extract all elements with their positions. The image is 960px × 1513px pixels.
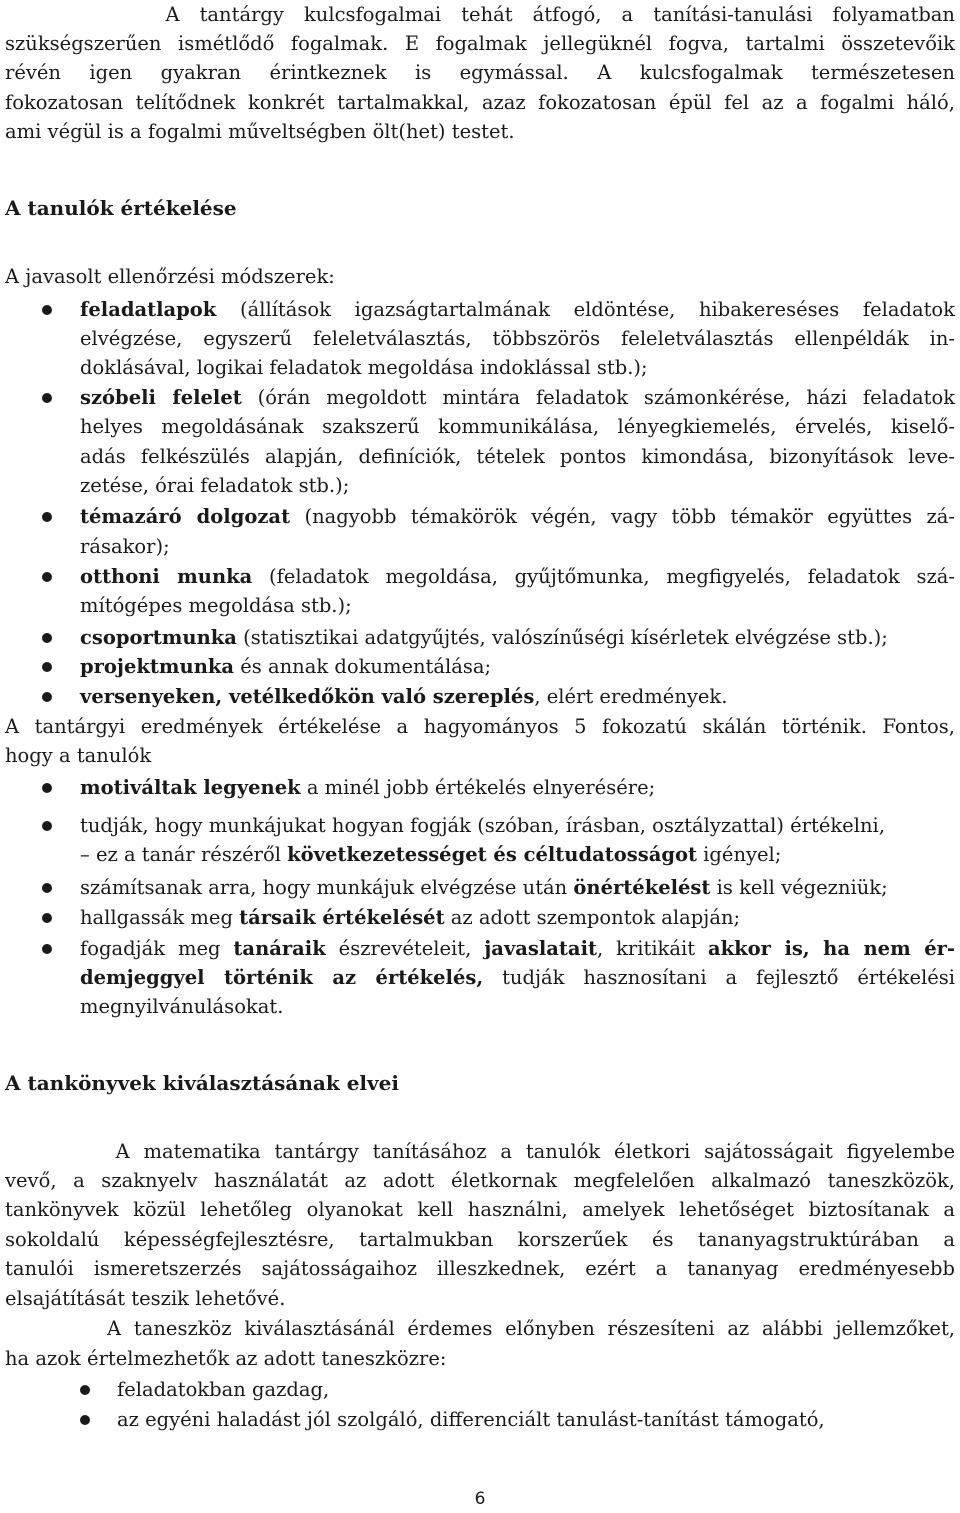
paragraph-line: vevő, a szaknyelv használatát az adott életkornak megfelelően alkalmazó taneszközök,: [5, 1169, 955, 1192]
paragraph-line: révén igen gyakran érintkeznek is egymással. A kulcsfogalmak természetesen: [5, 61, 955, 84]
list-item: számítsanak arra, hogy munkájuk elvégzése után önértékelést is kell végezniük;: [80, 876, 888, 899]
paragraph-line: A tantárgy kulcsfogalmai tehát átfogó, a tanítási-tanulási folyamatban: [5, 3, 955, 26]
list-item: motiváltak legyenek a minél jobb értékelés elnyerésére;: [80, 776, 656, 799]
list-item: témazáró dolgozat (nagyobb témakörök végén, vagy több témakör együttes zá-: [80, 505, 955, 528]
list-item: szóbeli felelet (órán megoldott mintára feladatok számonkérése, házi feladatok: [80, 386, 956, 409]
bullet-icon: [42, 393, 52, 403]
paragraph-line: fokozatosan telítődnek konkrét tartalmakkal, azaz fokozatosan épül fel az a fogalmi háló,: [5, 91, 955, 114]
methods-intro: A javasolt ellenőrzési módszerek:: [5, 265, 335, 288]
paragraph-line: szükségszerűen ismétlődő fogalmak. E fogalmak jellegüknél fogva, tartalmi összetevőik: [5, 32, 955, 55]
list-item: projektmunka és annak dokumentálása;: [80, 655, 492, 678]
list-item-line: mítógépes megoldása stb.);: [80, 594, 352, 617]
list-item: az egyéni haladást jól szolgáló, differenciált tanulást-tanítást támogató,: [117, 1408, 825, 1431]
list-item: feladatlapok (állítások igazságtartalmának eldöntése, hibakereséses feladatok: [80, 298, 955, 321]
paragraph-line: sokoldalú képességfejlesztésre, tartalmukban korszerűek és tananyagstruktúrában a: [5, 1228, 955, 1251]
bullet-icon: [42, 944, 52, 954]
list-item-line: – ez a tanár részéről következetességet és céltudatosságot igényel;: [80, 843, 782, 866]
list-item-line: rásakor);: [80, 535, 170, 558]
bullet-icon: [42, 821, 52, 831]
section-heading: A tanulók értékelése: [5, 196, 237, 220]
list-item: versenyeken, vetélkedőkön való szereplés, elért eredmények.: [80, 685, 728, 708]
paragraph-line: ha azok értelmezhetők az adott taneszközre:: [5, 1347, 447, 1370]
paragraph-line: elsajátítását teszik lehetővé.: [5, 1287, 286, 1310]
bullet-icon: [42, 883, 52, 893]
bullet-icon: [42, 783, 52, 793]
list-item-line: elvégzése, egyszerű feleletválasztás, többszörös feleletválasztás ellenpéldák in-: [80, 327, 955, 350]
list-item: csoportmunka (statisztikai adatgyűjtés, valószínűségi kísérletek elvégzése stb.);: [80, 626, 888, 649]
list-item-line: doklásával, logikai feladatok megoldása indoklással stb.);: [80, 356, 648, 379]
list-item: fogadják meg tanáraik észrevételeit, javaslatait, kritikáit akkor is, ha nem ér-: [80, 937, 956, 960]
paragraph-line: A tantárgyi eredmények értékelése a hagyományos 5 fokozatú skálán történik. Fontos,: [5, 715, 955, 738]
list-item: hallgassák meg társaik értékelését az adott szempontok alapján;: [80, 906, 741, 929]
bullet-icon: [42, 512, 52, 522]
list-item-line: helyes megoldásának szakszerű kommunikálása, lényegkiemelés, érvelés, kiselő-: [80, 415, 955, 438]
list-item: tudják, hogy munkájukat hogyan fogják (szóban, írásban, osztályzattal) értékelni,: [80, 814, 885, 837]
bullet-icon: [42, 913, 52, 923]
paragraph-line: tanulói ismeretszerzés sajátosságaihoz illeszkednek, ezért a tananyag eredményesebb: [5, 1257, 955, 1280]
bullet-icon: [80, 1385, 90, 1395]
list-item-line: megnyilvánulásokat.: [80, 995, 284, 1018]
bullet-icon: [42, 572, 52, 582]
bullet-icon: [42, 305, 52, 315]
page-number: 6: [474, 1489, 486, 1509]
bullet-icon: [42, 692, 52, 702]
paragraph-line: ami végül is a fogalmi műveltségben ölt(het) testet.: [5, 120, 515, 143]
list-item-line: zetése, órai feladatok stb.);: [80, 474, 350, 497]
bullet-icon: [80, 1415, 90, 1425]
list-item: feladatokban gazdag,: [117, 1378, 330, 1401]
list-item: otthoni munka (feladatok megoldása, gyűjtőmunka, megfigyelés, feladatok szá-: [80, 565, 955, 588]
list-item-line: adás felkészülés alapján, definíciók, tételek pontos kimondása, bizonyítások leve-: [80, 445, 955, 468]
bullet-icon: [42, 633, 52, 643]
paragraph-line: A taneszköz kiválasztásánál érdemes előnyben részesíteni az alábbi jellemzőket,: [5, 1317, 955, 1340]
paragraph-line: tankönyvek közül lehetőleg olyanokat kell használni, amelyek lehetőséget biztosítanak a: [5, 1198, 955, 1221]
section-heading: A tankönyvek kiválasztásának elvei: [5, 1071, 399, 1095]
bullet-icon: [42, 662, 52, 672]
list-item-line: demjeggyel történik az értékelés, tudják hasznosítani a fejlesztő értékelési: [80, 966, 956, 989]
paragraph-line: A matematika tantárgy tanításához a tanulók életkori sajátosságait figyelembe: [5, 1140, 955, 1163]
paragraph-line: hogy a tanulók: [5, 744, 152, 767]
